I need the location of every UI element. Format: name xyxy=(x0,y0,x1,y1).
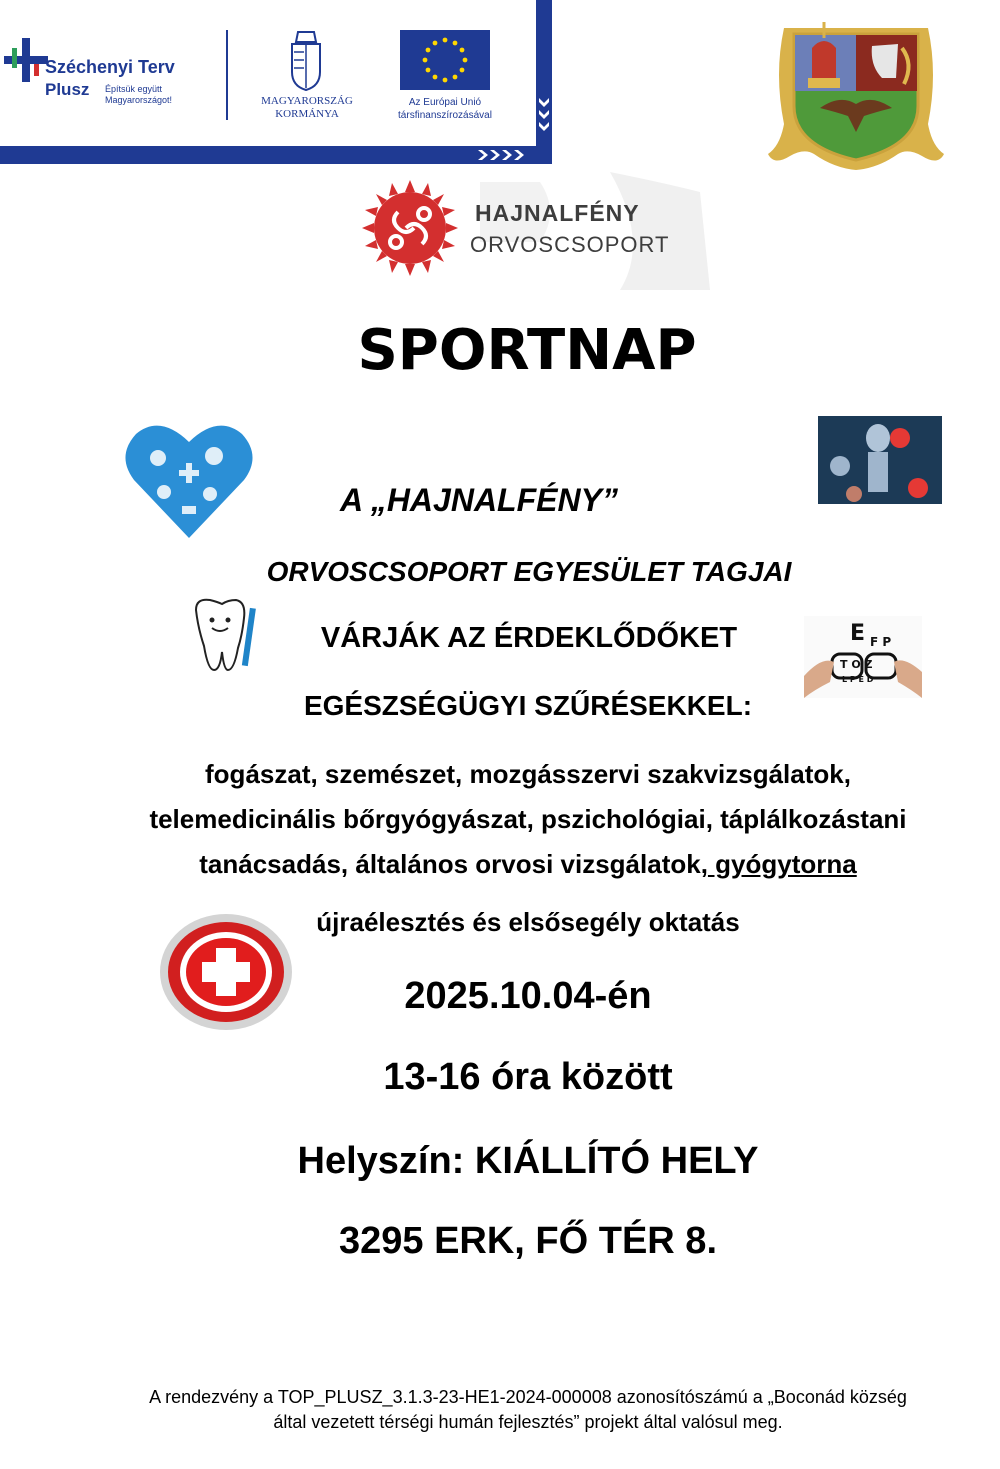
services-row-2: telemedicinális bőrgyógyászat, pszichológiai, táplálkozástani xyxy=(149,804,907,834)
page-title: SPORTNAP xyxy=(357,318,697,383)
svg-text:E: E xyxy=(850,621,866,646)
szechenyi-slogan: Építsük együtt Magyarországot! xyxy=(105,84,173,105)
skeleton-pain-icon xyxy=(818,416,942,504)
banner-chevrons-bottom xyxy=(478,148,538,162)
services-list xyxy=(0,752,1000,887)
footer-note xyxy=(0,1385,1000,1435)
event-place: Helyszín: KIÁLLÍTÓ HELY xyxy=(297,1140,759,1182)
intro-line-2: ORVOSCSOPORT EGYESÜLET TAGJAI xyxy=(266,556,792,587)
szechenyi-cross-icon xyxy=(4,38,48,82)
services-row-3-underlined: gyógytorna xyxy=(707,849,857,879)
banner-chevrons-right xyxy=(538,96,550,142)
banner-bottom-border xyxy=(0,146,552,164)
intro-line-1: A „HAJNALFÉNY” xyxy=(340,482,618,518)
szechenyi-plus: Plusz xyxy=(45,80,90,99)
event-address: 3295 ERK, FŐ TÉR 8. xyxy=(338,1220,717,1262)
hungary-coat-icon xyxy=(286,28,326,92)
logo-watermark xyxy=(460,172,710,290)
intro-line-3: VÁRJÁK AZ ÉRDEKLŐDŐKET xyxy=(320,622,738,654)
government-label: MAGYARORSZÁG KORMÁNYA xyxy=(261,95,353,120)
event-time: 13-16 óra között xyxy=(383,1056,673,1098)
intro-line-4: EGÉSZSÉGÜGYI SZŰRÉSEKKEL: xyxy=(303,690,753,721)
event-date: 2025.10.04-én xyxy=(404,975,652,1017)
szechenyi-name: Széchenyi Terv xyxy=(45,57,175,77)
services-row-3-text: tanácsadás, általános orvosi vizsgálatok, xyxy=(199,849,708,879)
banner-divider xyxy=(226,30,228,120)
organizer-name: HAJNALFÉNY xyxy=(475,200,640,226)
services-row-1: fogászat, szemészet, mozgásszervi szakvizsgálatok, xyxy=(205,759,851,789)
medical-heart-icon xyxy=(124,418,254,542)
footer-line-1: A rendezvény a TOP_PLUSZ_3.1.3-23-HE1-2024-000008 azonosítószámú a „Boconád község xyxy=(149,1387,907,1407)
svg-text:F P: F P xyxy=(870,635,892,649)
eu-funding-label: Az Európai Unió társfinanszírozásával xyxy=(398,97,492,121)
village-coat-of-arms xyxy=(764,4,948,172)
svg-text:T O Z: T O Z xyxy=(840,658,873,671)
services-row-3 xyxy=(0,842,1000,887)
footer-line-2: által vezetett térségi humán fejlesztés” projekt által valósul meg. xyxy=(273,1412,783,1432)
eu-flag-icon xyxy=(400,30,490,90)
hajnalfeny-logo-icon xyxy=(360,178,460,278)
services-row-4: újraélesztés és elsősegély oktatás xyxy=(316,907,740,937)
organizer-subtitle: ORVOSCSOPORT xyxy=(470,232,670,257)
svg-text:L P E D: L P E D xyxy=(842,675,874,684)
